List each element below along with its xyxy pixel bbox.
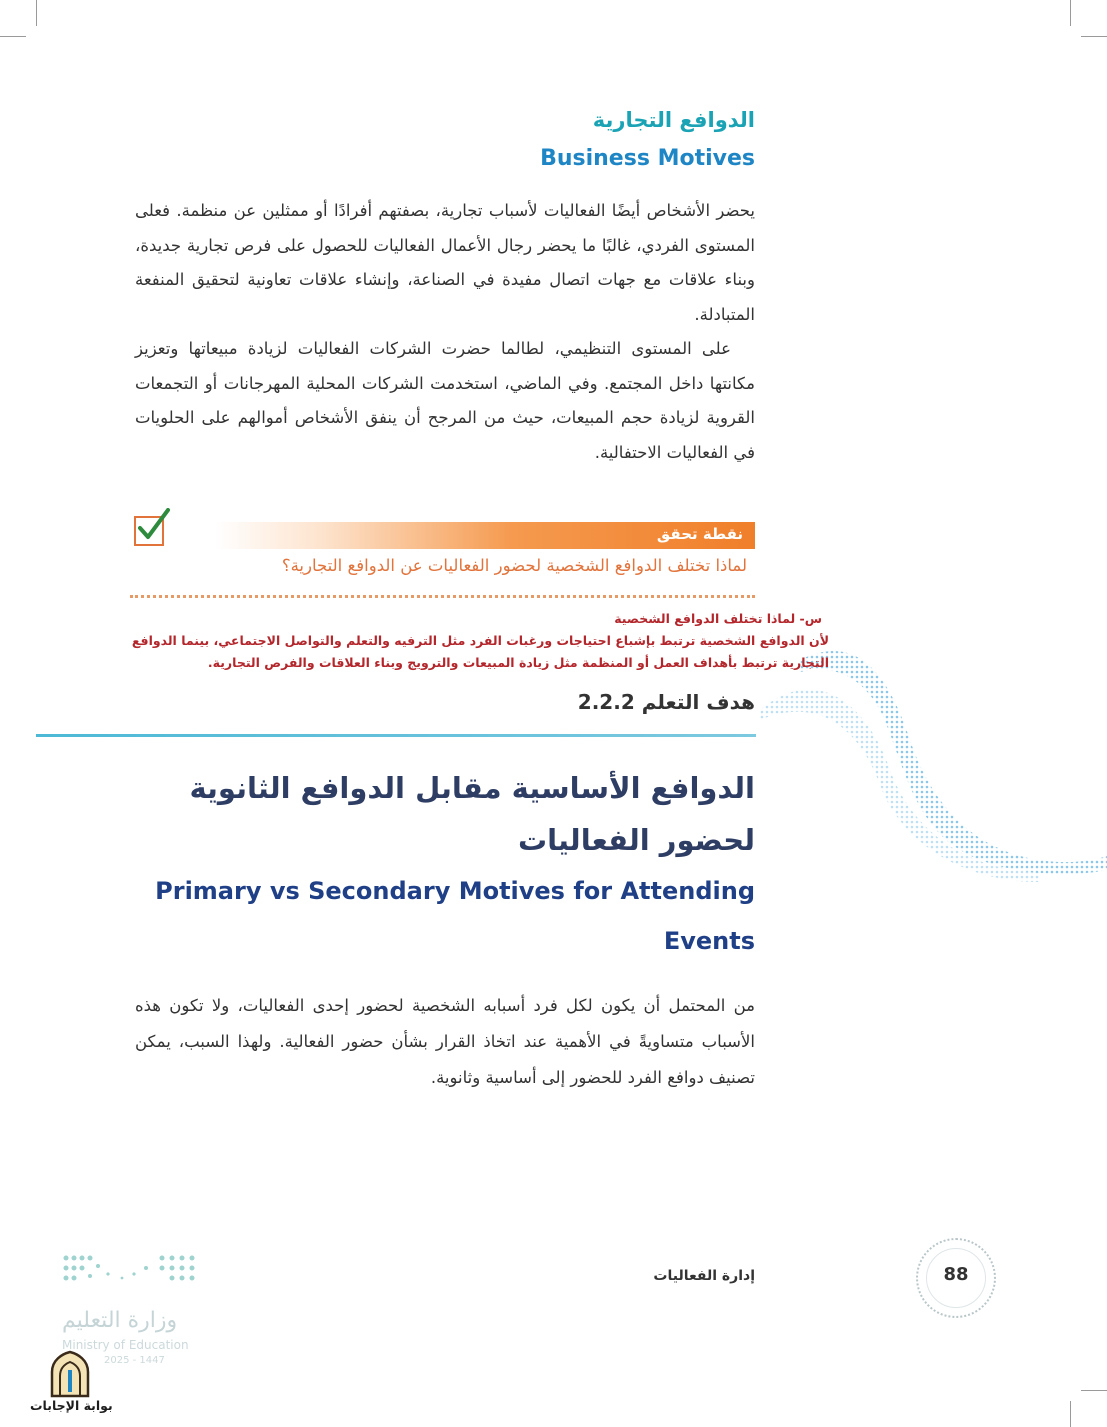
brand-mosque-icon <box>48 1350 92 1398</box>
crop-mark <box>36 0 37 26</box>
paragraph: يحضر الأشخاص أيضًا الفعاليات لأسباب تجارية، بصفتهم أفرادًا أو ممثلين عن منظمة. فعلى المستوى الفردي، غالبًا ما يحضر رجال الأعمال الفعاليات للحصول على فرص تجارية جديدة، وبناء علاقات مع جهات اتصال مفيدة في الصناعة، وإنشاء علاقات تعاونية لتحقيق المنفعة المتبادلة. <box>135 201 755 324</box>
heading-arabic-line: لحضور الفعاليات <box>517 823 755 857</box>
checkmark-icon <box>134 516 164 546</box>
checkpoint-label: نقطة تحقق <box>656 525 743 543</box>
ministry-name-arabic: وزارة التعليم <box>62 1308 178 1333</box>
crop-mark <box>1081 36 1107 37</box>
handwritten-answer: لأن الدوافع الشخصية ترتبط بإشباع احتياجات ورغبات الفرد مثل الترفيه والتعلم والتواصل الاجتماعي، بينما الدوافع التجارية ترتبط بأهداف العمل أو المنظمة مثل زيادة المبيعات والترويج وبناء العلاقات والفرص التجارية. <box>131 633 829 670</box>
section-title-arabic: الدوافع التجارية <box>592 108 755 132</box>
page-number: 88 <box>943 1264 969 1285</box>
crop-mark <box>0 36 26 37</box>
dotted-divider <box>130 595 755 598</box>
learning-objective: هدف التعلم 2.2.2 <box>577 690 755 714</box>
checkpoint-banner <box>215 522 755 549</box>
heading-english: Primary vs Secondary Motives for Attending Events <box>155 877 755 955</box>
brand-name: بوابة الإجابات <box>30 1398 113 1413</box>
heading-arabic <box>135 762 755 866</box>
crop-mark <box>1081 1390 1107 1391</box>
ministry-year: 2025 - 1447 <box>104 1355 165 1366</box>
paragraph: من المحتمل أن يكون لكل فرد أسبابه الشخصية لحضور إحدى الفعاليات، ولا تكون هذه الأسباب متساويةً في الأهمية عند اتخاذ القرار بشأن حضور الفعالية. ولهذا السبب، يمكن تصنيف دوافع الفرد للحضور إلى أساسية وثانوية. <box>135 996 755 1087</box>
paragraph: على المستوى التنظيمي، لطالما حضرت الشركات الفعاليات لزيادة مبيعاتها وتعزيز مكانتها داخل المجتمع. وفي الماضي، استخدمت الشركات المحلية المهرجانات أو التجمعات القروية لزيادة حجم المبيعات، حيث من المرجح أن ينفق الأشخاص أموالهم على الحلويات في الفعاليات الاحتفالية. <box>135 339 755 462</box>
ministry-logo-dots-icon <box>62 1252 198 1288</box>
heading-arabic-line: الدوافع الأساسية مقابل الدوافع الثانوية <box>189 771 755 805</box>
section-title-english: Business Motives <box>540 146 755 171</box>
chapter-title: إدارة الفعاليات <box>653 1268 755 1284</box>
checkpoint-question: لماذا تختلف الدوافع الشخصية لحضور الفعاليات عن الدوافع التجارية؟ <box>281 556 747 575</box>
divider-line <box>36 734 756 737</box>
crop-mark <box>1070 1401 1071 1427</box>
ministry-name-english: Ministry of Education <box>62 1338 189 1352</box>
body-text <box>135 194 755 470</box>
handwritten-question: س- لماذا تختلف الدوافع الشخصية <box>614 611 822 626</box>
body-text <box>135 988 755 1096</box>
crop-mark <box>1070 0 1071 26</box>
